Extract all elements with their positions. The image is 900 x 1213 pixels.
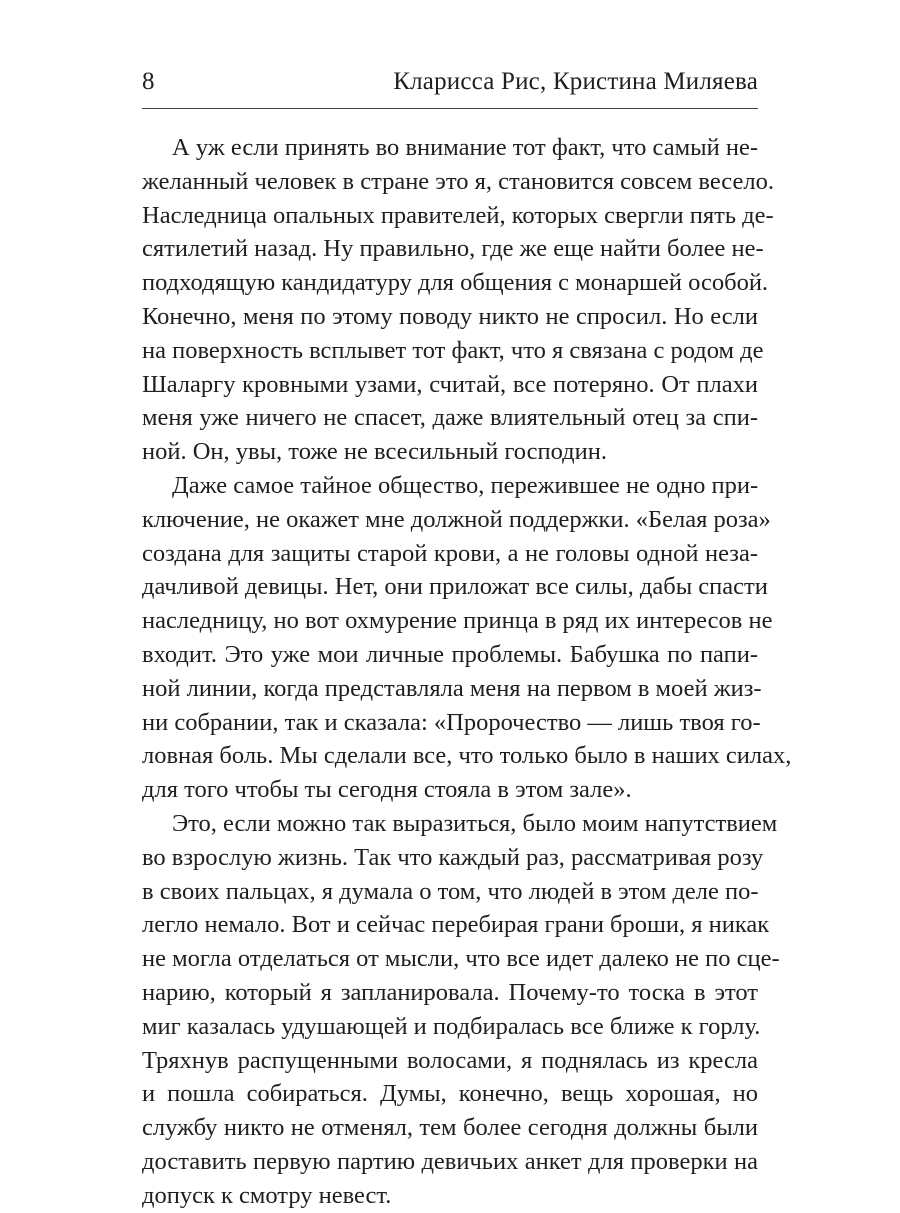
text-line: ной. Он, увы, тоже не всесильный господин. xyxy=(142,438,607,466)
text-line: Даже самое тайное общество, пережившее не одно при- xyxy=(172,471,759,499)
text-line: миг казалась удушающей и подбиралась все ближе к горлу. xyxy=(142,1012,761,1040)
text-line: Шаларгу кровными узами, считай, все потеряно. От плахи xyxy=(142,370,758,398)
text-line: подходящую кандидатуру для общения с монаршей особой. xyxy=(142,269,769,297)
text-line: допуск к смотру невест. xyxy=(142,1181,392,1209)
text-line: создана для защиты старой крови, а не головы одной неза- xyxy=(142,539,758,567)
page-number: 8 xyxy=(142,68,155,95)
text-line: нарию, который я запланировала. Почему-то тоска в этот xyxy=(142,978,758,1006)
text-line: Тряхнув распущенными волосами, я поднялась из кресла xyxy=(142,1046,758,1074)
text-line: А уж если принять во внимание тот факт, что самый не- xyxy=(172,134,758,161)
text-line: для того чтобы ты сегодня стояла в этом зале». xyxy=(142,776,632,804)
text-line: не могла отделаться от мысли, что все идет далеко не по сце- xyxy=(142,945,780,973)
text-line: доставить первую партию девичьих анкет для проверки на xyxy=(142,1147,758,1175)
text-line: ни собрании, так и сказала: «Пророчество — лишь твоя го- xyxy=(142,708,761,736)
text-line: легло немало. Вот и сейчас перебирая грани броши, я никак xyxy=(142,911,770,939)
text-line: меня уже ничего не спасет, даже влиятельный отец за спи- xyxy=(142,404,758,432)
paragraph xyxy=(142,807,780,1213)
paragraph xyxy=(142,469,792,807)
text-line: ной линии, когда представляла меня на первом в моей жиз- xyxy=(142,674,762,702)
text-line: наследницу, но вот охмурение принца в ряд их интересов не xyxy=(142,607,773,635)
paragraph xyxy=(142,131,774,469)
book-page xyxy=(142,62,792,1213)
running-header xyxy=(142,62,758,109)
text-line: ловная боль. Мы сделали все, что только было в наших силах, xyxy=(142,742,792,770)
text-line: Конечно, меня по этому поводу никто не спросил. Но если xyxy=(142,302,758,330)
body-text xyxy=(142,131,792,1213)
text-line: желанный человек в стране это я, становится совсем весело. xyxy=(142,167,774,195)
text-line: и пошла собираться. Думы, конечно, вещь хорошая, но xyxy=(142,1080,758,1108)
text-line: Это, если можно так выразиться, было моим напутствием xyxy=(172,809,778,837)
text-line: сятилетий назад. Ну правильно, где же еще найти более не- xyxy=(142,235,764,263)
running-header-authors: Кларисса Рис, Кристина Миляева xyxy=(393,68,758,95)
text-line: Наследница опальных правителей, которых свергли пять де- xyxy=(142,201,774,229)
text-line: входит. Это уже мои личные проблемы. Бабушка по папи- xyxy=(142,640,758,668)
text-line: на поверхность всплывет тот факт, что я связана с родом де xyxy=(142,336,764,364)
text-line: в своих пальцах, я думала о том, что людей в этом деле по- xyxy=(142,877,759,905)
text-line: дачливой девицы. Нет, они приложат все силы, дабы спасти xyxy=(142,573,768,601)
text-line: во взрослую жизнь. Так что каждый раз, рассматривая розу xyxy=(142,843,764,871)
text-line: службу никто не отменял, тем более сегодня должны были xyxy=(142,1114,758,1142)
text-line: ключение, не окажет мне должной поддержки. «Белая роза» xyxy=(142,505,771,533)
